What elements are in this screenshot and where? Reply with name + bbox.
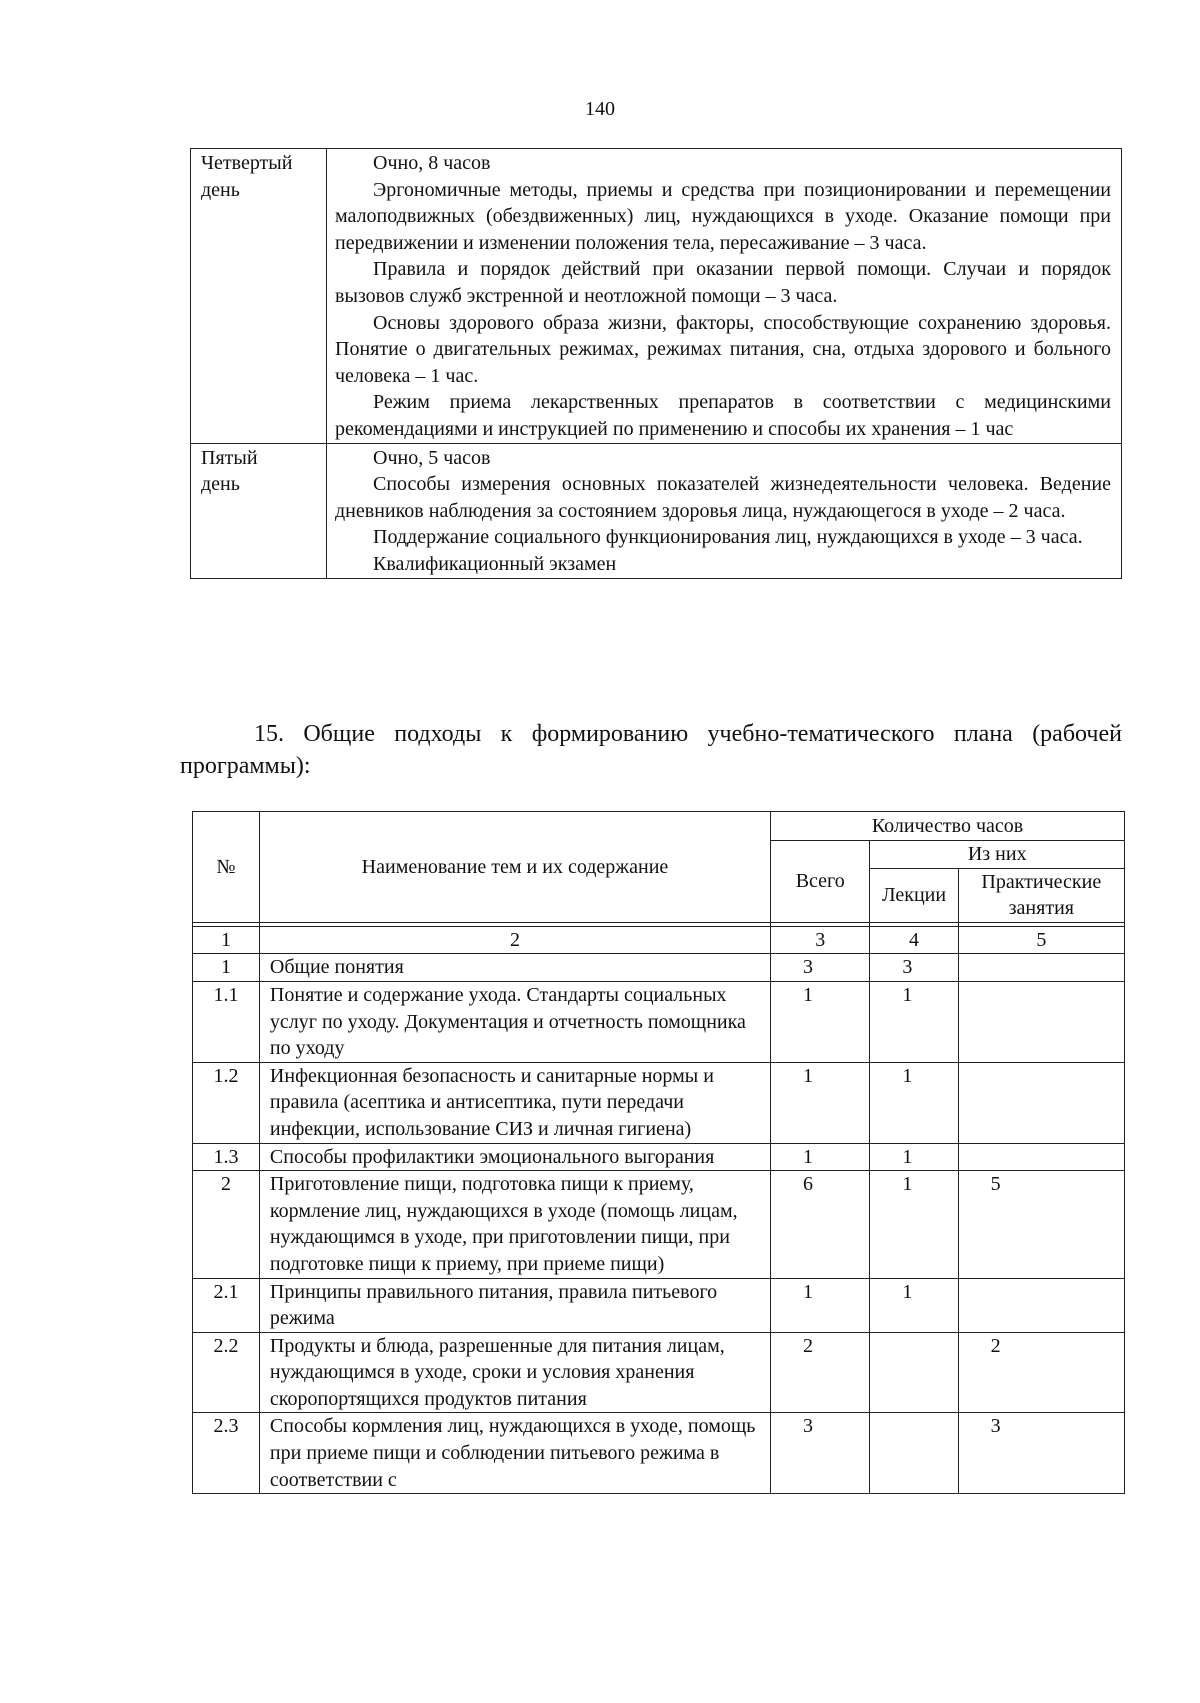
row-practical: 3	[958, 1413, 1124, 1494]
day-label: Пятый день	[191, 443, 327, 578]
page-number: 140	[585, 98, 615, 120]
table-row	[193, 954, 1125, 982]
day-topic: Поддержание социального функционирования лиц, нуждающихся в уходе – 3 часа.	[373, 526, 1083, 549]
row-total: 3	[771, 954, 870, 982]
row-total: 1	[771, 981, 870, 1062]
row-lectures: 1	[870, 981, 958, 1062]
header-topic-name: Наименование тем и их содержание	[259, 812, 770, 923]
day-content	[327, 149, 1122, 444]
table-row	[193, 1143, 1125, 1171]
day-topic: Правила и порядок действий при оказании первой помощи. Случаи и порядок вызовов служб экстренной и неотложной помощи – 3 часа.	[335, 258, 1111, 307]
schedule-row-day5	[191, 443, 1122, 578]
header-of-them: Из них	[870, 841, 1125, 869]
row-topic: Общие понятия	[259, 954, 770, 982]
column-numbering-row: 1 2 3 4 5	[193, 926, 1125, 954]
schedule-table	[190, 148, 1122, 579]
row-lectures: 1	[870, 1062, 958, 1143]
header-lectures: Лекции	[870, 868, 958, 922]
row-practical: 5	[958, 1171, 1124, 1278]
day-format: Очно, 8 часов	[373, 152, 491, 174]
row-number: 1	[193, 954, 260, 982]
row-lectures: 1	[870, 1278, 958, 1332]
row-total: 1	[771, 1278, 870, 1332]
row-topic: Способы кормления лиц, нуждающихся в уходе, помощь при приеме пищи и соблюдении питьевого режима в соответствии с	[259, 1413, 770, 1494]
table-row	[193, 1278, 1125, 1332]
table-row	[193, 1332, 1125, 1413]
row-total: 1	[771, 1062, 870, 1143]
row-lectures: 1	[870, 1171, 958, 1278]
day-topic: Основы здорового образа жизни, факторы, способствующие сохранению здоровья. Понятие о двигательных режимах, режимах питания, сна, отдыха здорового и больного человека – 1 час.	[335, 311, 1111, 387]
row-number: 2.1	[193, 1278, 260, 1332]
day-topic: Способы измерения основных показателей жизнедеятельности человека. Ведение дневников наблюдения за состоянием здоровья лица, нуждающегося в уходе – 2 часа.	[335, 473, 1111, 522]
row-practical	[958, 1278, 1124, 1332]
row-topic: Инфекционная безопасность и санитарные нормы и правила (асептика и антисептика, пути передачи инфекции, использование СИЗ и личная гигиена)	[259, 1062, 770, 1143]
day-label: Четвертый день	[191, 149, 327, 444]
row-number: 1.2	[193, 1062, 260, 1143]
row-lectures: 3	[870, 954, 958, 982]
header-row	[193, 812, 1125, 841]
row-total: 6	[771, 1171, 870, 1278]
row-topic: Понятие и содержание ухода. Стандарты социальных услуг по уходу. Документация и отчетность помощника по уходу	[259, 981, 770, 1062]
row-topic: Продукты и блюда, разрешенные для питания лицам, нуждающимся в уходе, сроки и условия хранения скоропортящихся продуктов питания	[259, 1332, 770, 1413]
row-number: 2.3	[193, 1413, 260, 1494]
day-topic: Режим приема лекарственных препаратов в соответствии с медицинскими рекомендациями и инструкцией по применению и способы их хранения – 1 час	[335, 391, 1111, 440]
header-number: №	[193, 812, 260, 923]
row-total: 1	[771, 1143, 870, 1171]
table-row	[193, 981, 1125, 1062]
row-topic: Способы профилактики эмоционального выгорания	[259, 1143, 770, 1171]
header-practical: Практические занятия	[958, 868, 1124, 922]
row-total: 3	[771, 1413, 870, 1494]
row-number: 1.3	[193, 1143, 260, 1171]
row-topic: Принципы правильного питания, правила питьевого режима	[259, 1278, 770, 1332]
row-practical	[958, 954, 1124, 982]
row-total: 2	[771, 1332, 870, 1413]
day-topic: Эргономичные методы, приемы и средства при позиционировании и перемещении малоподвижных (обездвиженных) лиц, нуждающихся в уходе. Оказание помощи при передвижении и изменении положения тела, пересаживание – 3 часа.	[335, 178, 1111, 254]
schedule-row-day4	[191, 149, 1122, 444]
header-hours: Количество часов	[771, 812, 1125, 841]
day-topic: Квалификационный экзамен	[373, 552, 617, 575]
curriculum-plan-table	[192, 811, 1125, 1494]
row-lectures	[870, 1413, 958, 1494]
table-row	[193, 1171, 1125, 1278]
section-heading: 15. Общие подходы к формированию учебно-тематического плана (рабочей программы):	[180, 721, 1122, 779]
table-row	[193, 1413, 1125, 1494]
row-number: 2	[193, 1171, 260, 1278]
row-practical: 2	[958, 1332, 1124, 1413]
row-topic: Приготовление пищи, подготовка пищи к приему, кормление лиц, нуждающихся в уходе (помощь лицам, нуждающимся в уходе, при приготовлении пищи, при подготовке пищи к приему, при приеме пищи)	[259, 1171, 770, 1278]
row-lectures: 1	[870, 1143, 958, 1171]
row-number: 1.1	[193, 981, 260, 1062]
row-practical	[958, 1062, 1124, 1143]
row-number: 2.2	[193, 1332, 260, 1413]
day-content	[327, 443, 1122, 578]
header-total: Всего	[771, 841, 870, 923]
row-lectures	[870, 1332, 958, 1413]
row-practical	[958, 1143, 1124, 1171]
table-row	[193, 1062, 1125, 1143]
row-practical	[958, 981, 1124, 1062]
day-format: Очно, 5 часов	[373, 446, 491, 469]
